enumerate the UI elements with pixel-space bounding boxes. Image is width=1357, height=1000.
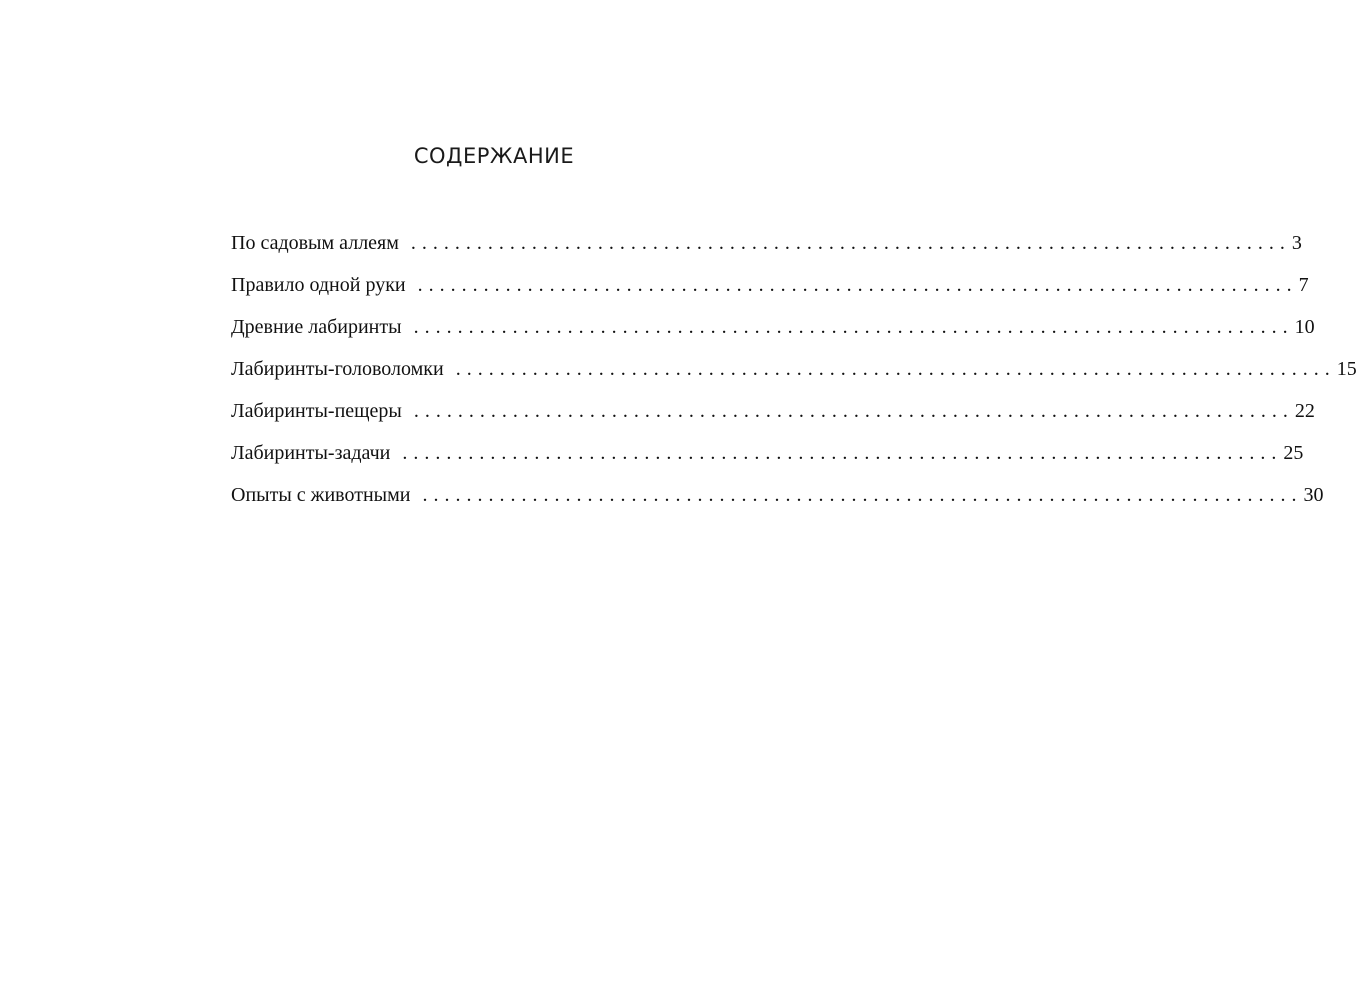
dot-leader: ................................................................................ — [410, 232, 1291, 254]
toc-entry — [231, 352, 1357, 394]
dot-leader: ................................................................................ — [455, 358, 1336, 380]
toc-entry-page: 3 — [1291, 232, 1302, 254]
toc-entry — [231, 310, 1315, 352]
toc-entry-title: Лабиринты-пещеры — [231, 400, 402, 422]
toc-entry — [231, 436, 1304, 478]
toc-entry-title: Лабиринты-задачи — [231, 442, 391, 464]
toc-entry-title: По садовым аллеям — [231, 232, 399, 254]
toc-entry-page: 7 — [1298, 274, 1309, 296]
toc-entry-title: Древние лабиринты — [231, 316, 402, 338]
toc-entry-page: 25 — [1283, 442, 1304, 464]
dot-leader: ................................................................................ — [413, 316, 1294, 338]
page-title: СОДЕРЖАНИЕ — [413, 144, 575, 168]
dot-leader: ................................................................................ — [413, 400, 1294, 422]
toc-entry-page: 15 — [1336, 358, 1357, 380]
toc-entry — [231, 394, 1315, 436]
dot-leader: ................................................................................ — [402, 442, 1283, 464]
toc-entry — [231, 268, 1309, 310]
dot-leader: ................................................................................ — [417, 274, 1298, 296]
toc-entry-page: 10 — [1294, 316, 1315, 338]
toc-entry-title: Лабиринты-головоломки — [231, 358, 444, 380]
toc-entry — [231, 226, 1302, 268]
toc-entry-title: Опыты с животными — [231, 484, 411, 506]
toc-entry-page: 30 — [1303, 484, 1324, 506]
toc-entry — [231, 478, 1324, 520]
dot-leader: ................................................................................ — [422, 484, 1303, 506]
toc-entry-title: Правило одной руки — [231, 274, 406, 296]
table-of-contents — [231, 226, 1357, 520]
toc-entry-page: 22 — [1294, 400, 1315, 422]
